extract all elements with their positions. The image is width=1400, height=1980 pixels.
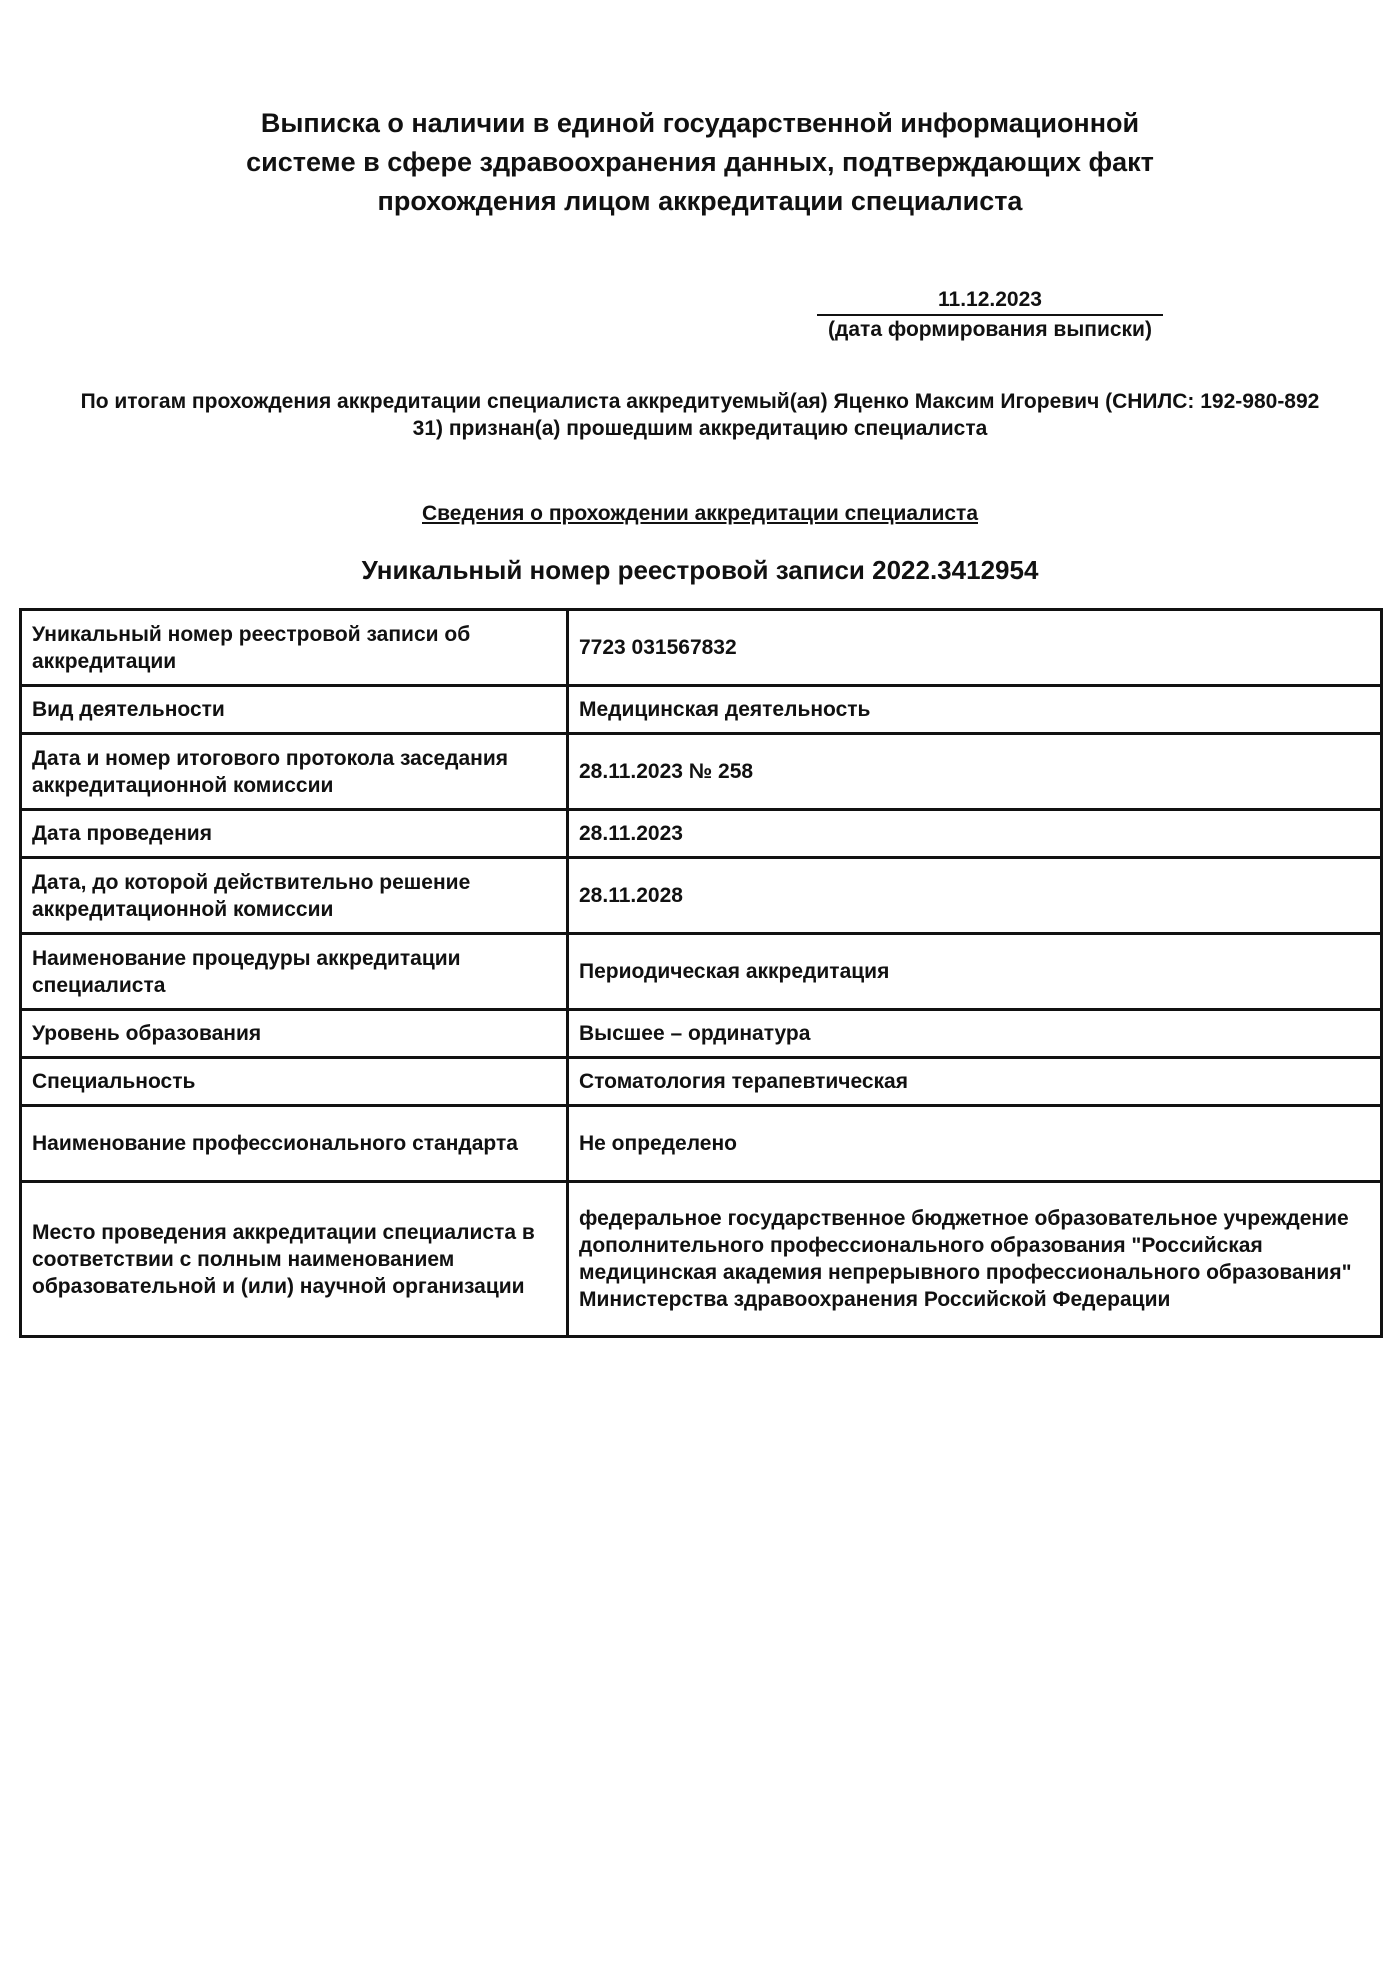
row-value: Периодическая аккредитация bbox=[568, 934, 1382, 1010]
row-label: Место проведения аккредитации специалиста в соответствии с полным наименованием образовательной и (или) научной организации bbox=[21, 1182, 568, 1337]
table-row bbox=[21, 934, 1382, 1010]
row-value: 28.11.2028 bbox=[568, 858, 1382, 934]
date-block bbox=[815, 286, 1165, 344]
row-label: Дата проведения bbox=[21, 810, 568, 858]
table-row bbox=[21, 1106, 1382, 1182]
row-value: Медицинская деятельность bbox=[568, 686, 1382, 734]
table-row bbox=[21, 858, 1382, 934]
formation-date: 11.12.2023 bbox=[817, 286, 1163, 316]
row-value: 7723 031567832 bbox=[568, 610, 1382, 686]
row-value: 28.11.2023 bbox=[568, 810, 1382, 858]
intro-line: 31) признан(а) прошедшим аккредитацию специалиста bbox=[412, 417, 988, 440]
row-value: Не определено bbox=[568, 1106, 1382, 1182]
row-label: Дата, до которой действительно решение аккредитационной комиссии bbox=[21, 858, 568, 934]
row-value: Стоматология терапевтическая bbox=[568, 1058, 1382, 1106]
registry-record-number: Уникальный номер реестровой записи 2022.3412954 bbox=[361, 555, 1039, 585]
document-title-line: Выписка о наличии в единой государственной информационной bbox=[260, 108, 1140, 138]
row-label: Наименование профессионального стандарта bbox=[21, 1106, 568, 1182]
table-row bbox=[21, 1182, 1382, 1337]
row-label: Уникальный номер реестровой записи об аккредитации bbox=[21, 610, 568, 686]
accreditation-details-table bbox=[19, 608, 1383, 1338]
intro-line: По итогам прохождения аккредитации специалиста аккредитуемый(ая) Яценко Максим Игоревич (СНИЛС: 192-980-892 bbox=[80, 390, 1320, 413]
document-title-line: прохождения лицом аккредитации специалиста bbox=[377, 186, 1023, 216]
table-row bbox=[21, 686, 1382, 734]
row-value: Высшее – ординатура bbox=[568, 1010, 1382, 1058]
document-title-line: системе в сфере здравоохранения данных, подтверждающих факт bbox=[246, 147, 1154, 177]
row-label: Дата и номер итогового протокола заседания аккредитационной комиссии bbox=[21, 734, 568, 810]
row-label: Наименование процедуры аккредитации специалиста bbox=[21, 934, 568, 1010]
row-value: 28.11.2023 № 258 bbox=[568, 734, 1382, 810]
row-label: Вид деятельности bbox=[21, 686, 568, 734]
formation-date-caption: (дата формирования выписки) bbox=[828, 318, 1152, 341]
row-value: федеральное государственное бюджетное образовательное учреждение дополнительного профессионального образования "Российская медицинская академия непрерывного профессионального образования" Министерства здравоохранения Российской Федерации bbox=[568, 1182, 1382, 1337]
table-row bbox=[21, 1058, 1382, 1106]
document-title bbox=[200, 104, 1200, 221]
row-label: Специальность bbox=[21, 1058, 568, 1106]
table-row bbox=[21, 610, 1382, 686]
table-row bbox=[21, 810, 1382, 858]
table-row bbox=[21, 734, 1382, 810]
section-caption: Сведения о прохождении аккредитации специалиста bbox=[422, 502, 978, 525]
table-row bbox=[21, 1010, 1382, 1058]
intro-paragraph bbox=[20, 388, 1380, 442]
row-label: Уровень образования bbox=[21, 1010, 568, 1058]
